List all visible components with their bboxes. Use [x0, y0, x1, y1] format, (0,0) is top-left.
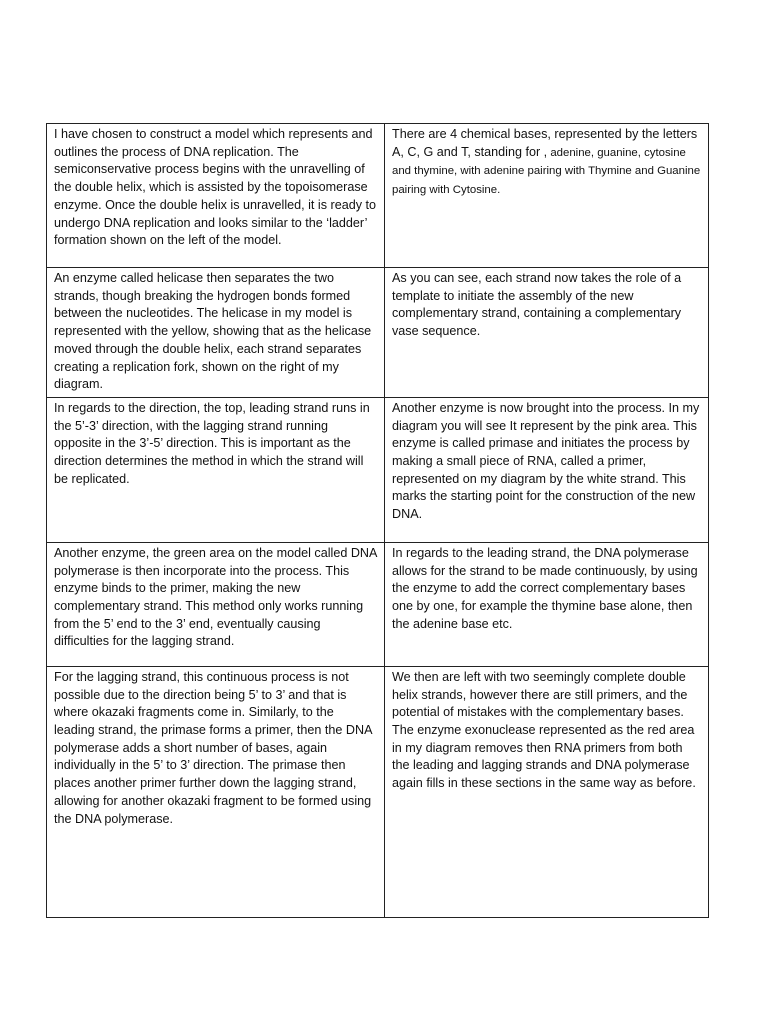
cell-text: For the lagging strand, this continuous process is not possible due to the direction being 5’ to 3’ and that is where okazaki fragments come in. Similarly, to the leading strand, the primase forms a primer, then the DNA polymerase adds a short number of bases, again individually in the 5’ to 3’ direction. The primase then places another primer further down the lagging strand, allowing for another okazaki fragment to be formed using the DNA polymerase.: [54, 669, 372, 826]
table-cell-left: [47, 666, 385, 917]
cell-text: We then are left with two seemingly complete double helix strands, however there are still primers, and the potential of mistakes with the complementary bases. The enzyme exonuclease represented as the red area in my diagram removes then RNA primers from both the leading and lagging strands and DNA polymerase again fills in these sections in the same way as before.: [392, 669, 696, 791]
table-cell-right: [385, 124, 709, 268]
table-row: [47, 542, 709, 666]
cell-text: I have chosen to construct a model which represents and outlines the process of DNA replication. The semiconservative process begins with the unravelling of the double helix, which is assisted by the topoisomerase enzyme. Once the double helix is unravelled, it is ready to undergo DNA replication and looks similar to the ‘ladder’ formation shown on the left of the model.: [54, 127, 377, 248]
table-cell-right: [385, 666, 709, 917]
table-cell-right: [385, 397, 709, 542]
table-row: [47, 124, 709, 268]
cell-text-main: There are 4 chemical bases, represented by the letters A, C, G and T, standing for ,: [392, 127, 698, 159]
table-cell-right: [385, 542, 709, 666]
table-cell-left: [47, 268, 385, 398]
table-cell-right: [385, 268, 709, 398]
table-cell-left: [47, 397, 385, 542]
cell-text: Another enzyme, the green area on the model called DNA polymerase is then incorporate into the process. This enzyme binds to the primer, making the new complementary strand. This method only works running from the 5’ end to the 3’ end, eventually causing difficulties for the lagging strand.: [54, 545, 377, 649]
cell-text: In regards to the leading strand, the DNA polymerase allows for the strand to be made continuously, by using the enzyme to add the correct complementary bases one by one, for example the thymine base alone, then the adenine base etc.: [392, 545, 698, 631]
cell-text: As you can see, each strand now takes the role of a template to initiate the assembly of the new complementary strand, containing a complementary vase sequence.: [392, 271, 682, 339]
cell-text: [392, 126, 701, 200]
cell-text: Another enzyme is now brought into the process. In my diagram you will see It represent by the pink area. This enzyme is called primase and initiates the process by making a small piece of RNA, called a primer, represented on my diagram by the white strand. This marks the starting point for the construction of the new DNA.: [392, 400, 700, 522]
cell-text: An enzyme called helicase then separates the two strands, though breaking the hydrogen bonds formed between the nucleotides. The helicase in my model is represented with the yellow, showing that as the helicase moved through the double helix, each strand separates creating a replication fork, shown on the right of my diagram.: [54, 271, 372, 392]
cell-text: In regards to the direction, the top, leading strand runs in the 5’-3’ direction, with the lagging strand running opposite in the 3’-5’ direction. This is important as the direction determines the method in which the strand will be replicated.: [54, 400, 370, 486]
table-row: [47, 268, 709, 398]
content-table: [46, 123, 709, 918]
table-row: [47, 666, 709, 917]
cell-text-small: adenine, guanine, cytosine and thymine, with adenine pairing with Thymine and Guanine pairing with Cytosine.: [392, 146, 701, 197]
table-row: [47, 397, 709, 542]
table-cell-left: [47, 542, 385, 666]
table-cell-left: [47, 124, 385, 268]
